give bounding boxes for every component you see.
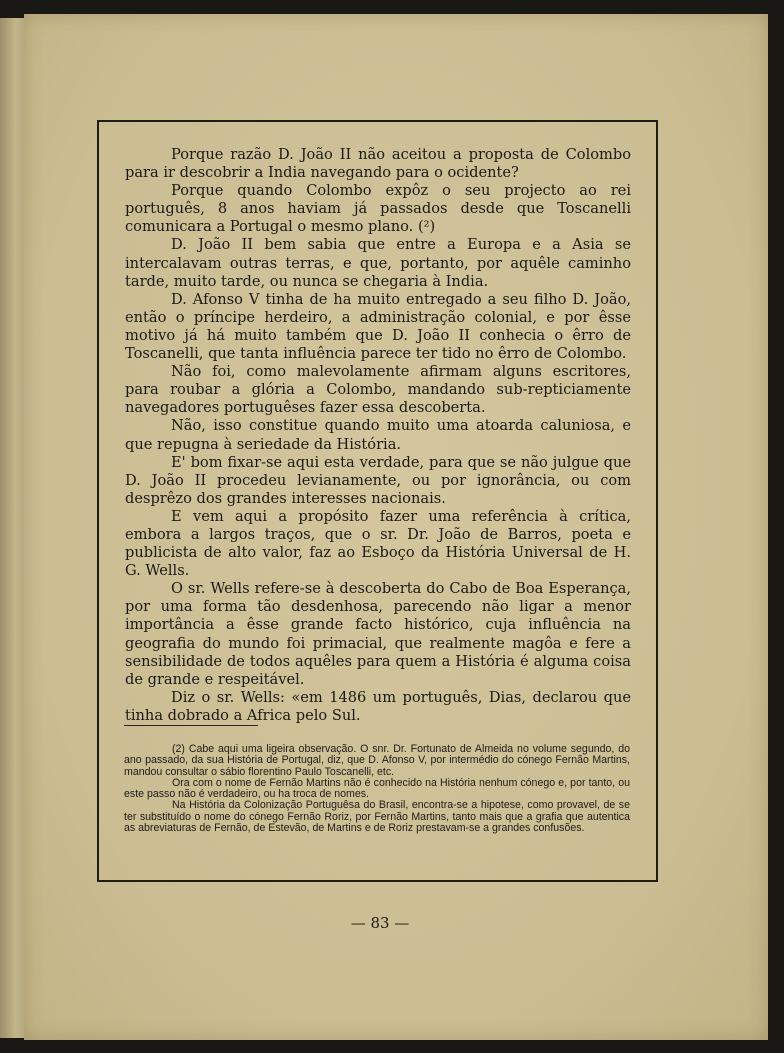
paragraph: Não foi, como malevolamente afirmam alguns escritores, para roubar a glória a Colombo, mandando sub-repticiamente navegadores portuguêses fazer essa descoberta. [125, 363, 631, 417]
page-number: — 83 — [350, 914, 410, 932]
footnote [124, 744, 630, 834]
footnote-paragraph: Na História da Colonização Portuguêsa do Brasil, encontra-se a hipotese, como provavel, de se ter substituído o nome do cónego Fernão Roriz, por Fernão Martins, tanto mais que a grafia que autentica as abreviaturas de Fernão, de Estevão, de Martins e de Roriz prestavam-se a grandes confusões. [124, 799, 630, 835]
footnote-paragraph: Ora com o nome de Fernão Martins não é conhecido na História nenhum cónego e, por tanto, ou este passo não é verdadeiro, ou ha troca de nomes. [124, 776, 630, 801]
paragraph: E' bom fixar-se aqui esta verdade, para que se não julgue que D. João II procedeu levianamente, ou por ignorância, ou com desprêzo dos grandes interesses nacionais. [125, 453, 631, 507]
previous-page-edge [0, 18, 27, 1038]
paragraph: D. Afonso V tinha de ha muito entregado a seu filho D. João, então o príncipe herdeiro, a administração colonial, e por êsse motivo já há muito também que D. João II conhecia o êrro de Toscanelli, que tanta influência parece ter tido no êrro de Colombo. [125, 290, 631, 363]
paragraph: Não, isso constitue quando muito uma atoarda caluniosa, e que repugna à seriedade da História. [125, 417, 631, 453]
paragraph: O sr. Wells refere-se à descoberta do Cabo de Boa Esperança, por uma forma tão desdenhosa, parecendo não ligar a menor importância a êsse grande facto histórico, cuja influência na geografia do mundo foi primacial, que realmente magôa e fere a sensibilidade de todos aquêles para quem a História é alguma coisa de grande e respeitável. [125, 580, 631, 688]
footnote-paragraph: (2) Cabe aqui uma ligeira observação. O snr. Dr. Fortunato de Almeida no volume segundo, do ano passado, da sua História de Portugal, diz, que D. Afonso V, por intermédio do cónego Fernão Martins, mandou consultar o sábio florentino Paulo Toscanelli, etc. [124, 743, 630, 778]
paragraph: Porque razão D. João II não aceitou a proposta de Colombo para ir descobrir a India navegando para o ocidente? [125, 146, 631, 182]
paragraph: Porque quando Colombo expôz o seu projecto ao rei português, 8 anos haviam já passados desde que Toscanelli comunicara a Portugal o mesmo plano. (²) [125, 182, 631, 236]
paragraph: E vem aqui a propósito fazer uma referência à crítica, embora a largos traços, que o sr. Dr. João de Barros, poeta e publicista de alto valor, faz ao Esboço da História Universal de H. G. Wells. [125, 507, 631, 580]
paragraph: Diz o sr. Wells: «em 1486 um português, Dias, declarou que tinha dobrado a Africa pelo Sul. [125, 688, 631, 724]
paragraph: D. João II bem sabia que entre a Europa e a Asia se intercalavam outras terras, e que, portanto, por aquêle caminho tarde, muito tarde, ou nunca se chegaria à India. [125, 236, 631, 290]
footnote-rule [124, 725, 258, 726]
main-text [125, 146, 631, 725]
